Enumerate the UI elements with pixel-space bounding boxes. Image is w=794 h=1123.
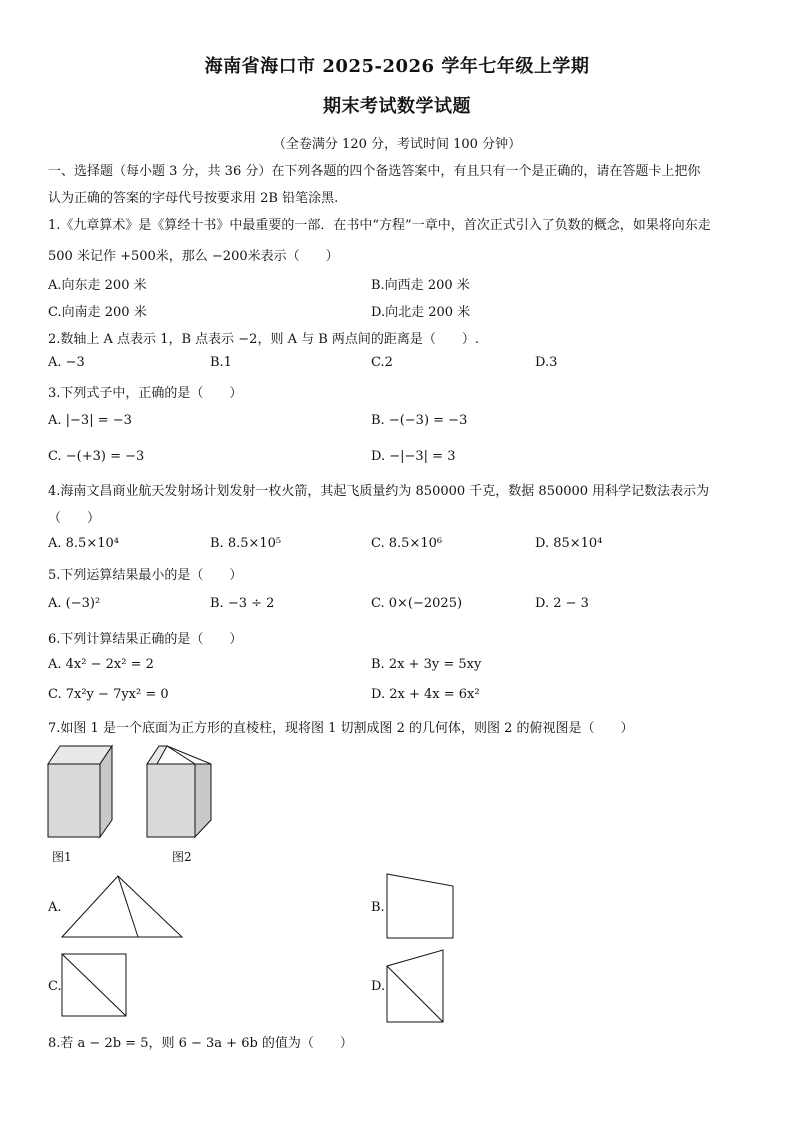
- q6-option-a: A. 4x² − 2x² = 2: [48, 657, 154, 672]
- section1-instructions-line1: 一、选择题（每小题 3 分，共 36 分）在下列各题的四个备选答案中，有且只有一个是正确的，请在答题卡上把你: [48, 164, 701, 179]
- q4-stem-line1: 4.海南文昌商业航天发射场计划发射一枚火箭，其起飞质量约为 850000 千克，数据 850000 用科学记数法表示为: [48, 484, 710, 499]
- q3-option-b: B. −(−3) = −3: [371, 413, 468, 428]
- q6-option-d: D. 2x + 4x = 6x²: [371, 687, 480, 702]
- q5-option-a: A. (−3)²: [48, 596, 101, 611]
- q5-option-c: C. 0×(−2025): [371, 596, 463, 611]
- q6-stem: 6.下列计算结果正确的是（ ）: [48, 632, 243, 647]
- q7-option-d-figure: [385, 948, 447, 1024]
- q2-stem: 2.数轴上 A 点表示 1，B 点表示 −2，则 A 与 B 两点间的距离是（ ）.: [48, 332, 480, 347]
- q5-option-b: B. −3 ÷ 2: [210, 596, 275, 611]
- figure2-caption: 图2: [172, 850, 192, 864]
- section1-instructions-line2: 认为正确的答案的字母代号按要求用 2B 铅笔涂黑.: [48, 191, 339, 206]
- q7-option-a-figure: [60, 874, 184, 940]
- q2-option-b: B.1: [210, 355, 232, 370]
- figure1-prism: [46, 742, 116, 842]
- q7-option-c-label: C.: [48, 979, 62, 994]
- q4-option-b: B. 8.5×10⁵: [210, 536, 282, 551]
- q2-option-a: A. −3: [48, 355, 85, 370]
- q4-stem-line2: （ ）: [48, 511, 101, 526]
- q3-stem: 3.下列式子中，正确的是（ ）: [48, 386, 243, 401]
- q7-option-b-label: B.: [371, 900, 385, 915]
- q6-option-b: B. 2x + 3y = 5xy: [371, 657, 482, 672]
- exam-subtitle: （全卷满分 120 分，考试时间 100 分钟）: [272, 137, 522, 152]
- exam-title-line2: 期末考试数学试题: [323, 96, 471, 117]
- q8-stem: 8.若 a − 2b = 5，则 6 − 3a + 6b 的值为（ ）: [48, 1036, 353, 1051]
- q3-option-d: D. −|−3| = 3: [371, 449, 456, 464]
- q1-option-a: A.向东走 200 米: [48, 278, 147, 293]
- figure1-caption: 图1: [52, 850, 72, 864]
- q4-option-a: A. 8.5×10⁴: [48, 536, 119, 551]
- q5-stem: 5.下列运算结果最小的是（ ）: [48, 568, 243, 583]
- q3-option-a: A. |−3| = −3: [48, 413, 132, 428]
- q7-option-a-label: A.: [48, 900, 62, 915]
- q7-option-b-figure: [385, 872, 457, 940]
- q4-option-d: D. 85×10⁴: [535, 536, 603, 551]
- q3-option-c: C. −(+3) = −3: [48, 449, 145, 464]
- q7-option-d-label: D.: [371, 979, 386, 994]
- figure2-cut-prism: [145, 742, 215, 842]
- q1-stem-line1: 1.《九章算术》是《算经十书》中最重要的一部．在书中“方程”一章中，首次正式引入了负数的概念，如果将向东走: [48, 218, 711, 233]
- q7-stem: 7.如图 1 是一个底面为正方形的直棱柱，现将图 1 切割成图 2 的几何体，则图 2 的俯视图是（ ）: [48, 721, 634, 736]
- q6-option-c: C. 7x²y − 7yx² = 0: [48, 687, 169, 702]
- q1-option-d: D.向北走 200 米: [371, 305, 471, 320]
- q1-option-c: C.向南走 200 米: [48, 305, 147, 320]
- q2-option-c: C.2: [371, 355, 393, 370]
- q5-option-d: D. 2 − 3: [535, 596, 589, 611]
- q1-option-b: B.向西走 200 米: [371, 278, 470, 293]
- q2-option-d: D.3: [535, 355, 558, 370]
- q4-option-c: C. 8.5×10⁶: [371, 536, 443, 551]
- q7-option-c-figure: [60, 952, 128, 1018]
- exam-title-line1: 海南省海口市 2025-2026 学年七年级上学期: [204, 56, 590, 77]
- q1-stem-line2: 500 米记作 +500米，那么 −200米表示（ ）: [48, 249, 339, 264]
